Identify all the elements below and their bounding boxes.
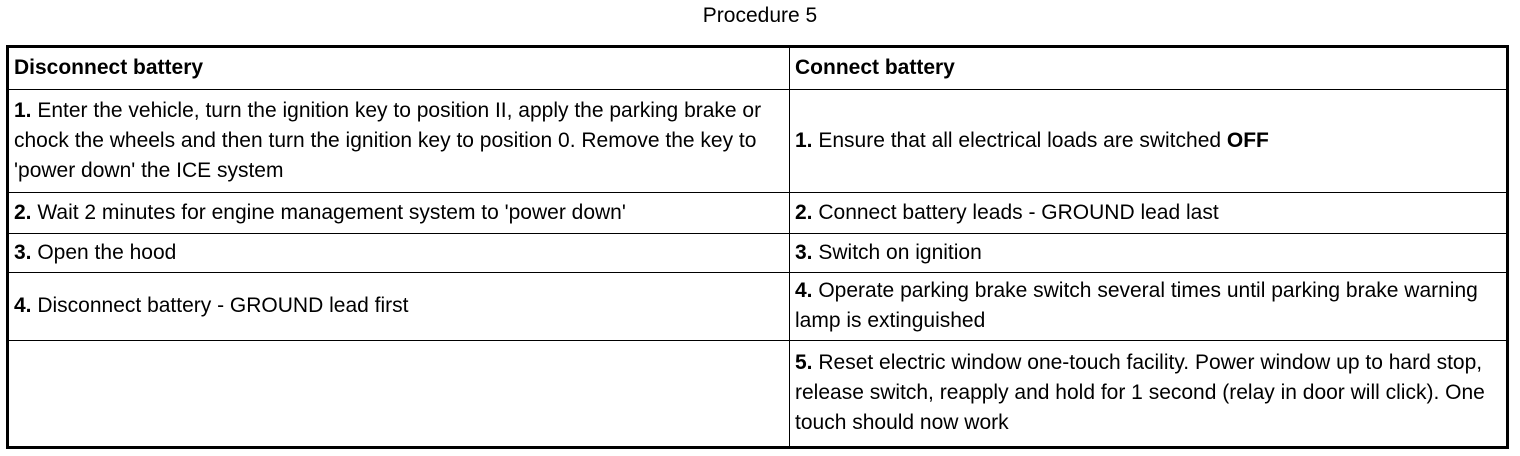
table-row bbox=[8, 273, 1508, 341]
step-number: 5. bbox=[795, 351, 813, 375]
connect-step-3 bbox=[790, 234, 1508, 273]
disconnect-step-4 bbox=[8, 273, 790, 341]
connect-step-5 bbox=[790, 341, 1508, 448]
procedure-title: Procedure 5 bbox=[702, 4, 818, 27]
step-number: 1. bbox=[14, 98, 32, 122]
step-emphasis: OFF bbox=[1226, 128, 1269, 152]
step-text: Wait 2 minutes for engine management system to 'power down' bbox=[31, 200, 626, 224]
step-text: Connect battery leads - GROUND lead last bbox=[812, 200, 1219, 224]
step-text: Disconnect battery - GROUND lead first bbox=[31, 294, 409, 318]
table-row bbox=[8, 192, 1508, 233]
connect-step-1 bbox=[790, 90, 1508, 193]
step-number: 4. bbox=[795, 279, 813, 303]
table-row bbox=[8, 341, 1508, 448]
step-text: Open the hood bbox=[31, 240, 177, 264]
step-text: Operate parking brake switch several times until parking brake warning lamp is extinguished bbox=[795, 279, 1478, 333]
step-text: Enter the vehicle, turn the ignition key to position II, apply the parking brake or chock the wheels and then turn the ignition key to position 0. Remove the key to 'power down' the ICE system bbox=[14, 98, 762, 182]
procedure-table bbox=[6, 45, 1509, 449]
disconnect-step-1 bbox=[8, 90, 790, 193]
connect-step-2 bbox=[790, 192, 1508, 233]
table-row bbox=[8, 234, 1508, 273]
step-number: 2. bbox=[795, 200, 813, 224]
table-header-row bbox=[8, 47, 1508, 90]
step-number: 2. bbox=[14, 200, 32, 224]
step-text: Reset electric window one-touch facility. Power window up to hard stop, release switch, reapply and hold for 1 second (relay in door will click). One touch should now work bbox=[795, 351, 1485, 435]
disconnect-step-3 bbox=[8, 234, 790, 273]
disconnect-empty-cell bbox=[8, 341, 790, 448]
connect-step-4 bbox=[790, 273, 1508, 341]
step-number: 4. bbox=[14, 294, 32, 318]
connect-battery-header: Connect battery bbox=[790, 47, 1508, 90]
step-number: 3. bbox=[14, 240, 32, 264]
table-row bbox=[8, 90, 1508, 193]
step-number: 3. bbox=[795, 240, 813, 264]
step-number: 1. bbox=[795, 128, 813, 152]
step-text: Switch on ignition bbox=[812, 240, 982, 264]
step-text: Ensure that all electrical loads are switched bbox=[812, 128, 1227, 152]
disconnect-step-2 bbox=[8, 192, 790, 233]
disconnect-battery-header: Disconnect battery bbox=[8, 47, 790, 90]
